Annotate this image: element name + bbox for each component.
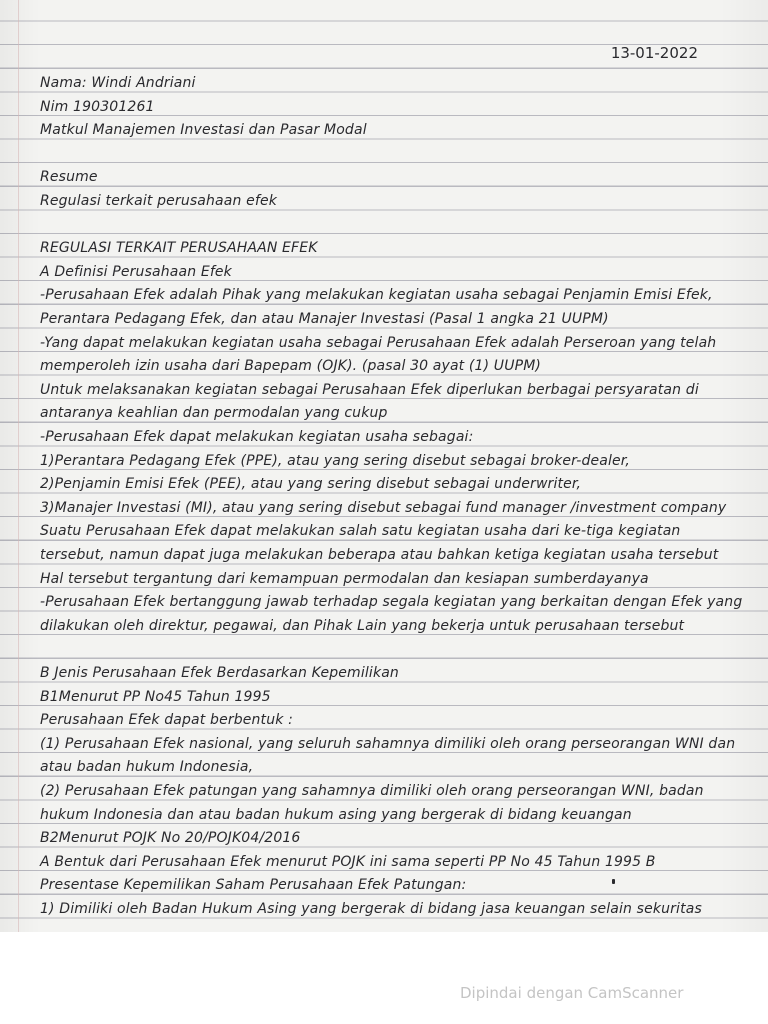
text-line: B Jenis Perusahaan Efek Berdasarkan Kepemilikan xyxy=(40,665,399,681)
text-line: Presentase Kepemilikan Saham Perusahaan Efek Patungan: xyxy=(40,877,467,894)
text-line: REGULASI TERKAIT PERUSAHAAN EFEK xyxy=(40,240,318,257)
text-line: (2) Perusahaan Efek patungan yang sahamnya dimiliki oleh orang perseorangan WNI, badan xyxy=(40,783,704,799)
text-line: B1Menurut PP No45 Tahun 1995 xyxy=(40,688,271,705)
text-line: -Perusahaan Efek bertanggung jawab terhadap segala kegiatan yang berkaitan dengan Efek yang xyxy=(40,594,743,611)
text-line: Matkul Manajemen Investasi dan Pasar Modal xyxy=(40,122,367,139)
scanner-watermark: Dipindai dengan CamScanner xyxy=(460,984,684,1002)
text-line: atau badan hukum Indonesia, xyxy=(40,759,254,776)
text-line: Regulasi terkait perusahaan efek xyxy=(40,193,277,209)
text-line: -Yang dapat melakukan kegiatan usaha sebagai Perusahaan Efek adalah Perseroan yang telah xyxy=(40,334,717,351)
text-line: antaranya keahlian dan permodalan yang cukup xyxy=(40,405,388,422)
text-line: Nama: Windi Andriani xyxy=(40,75,196,91)
text-line: Nim 190301261 xyxy=(40,98,155,115)
text-line: (1) Perusahaan Efek nasional, yang seluruh sahamnya dimiliki oleh orang perseorangan WNI dan xyxy=(40,735,736,752)
text-line: tersebut, namun dapat juga melakukan beberapa atau bahkan ketiga kegiatan usaha tersebut xyxy=(40,547,719,563)
text-line: A Bentuk dari Perusahaan Efek menurut POJK ini sama seperti PP No 45 Tahun 1995 B xyxy=(40,853,656,870)
date: 13-01-2022 xyxy=(610,44,698,62)
text-line: -Perusahaan Efek adalah Pihak yang melakukan kegiatan usaha sebagai Penjamin Emisi Efek, xyxy=(40,287,713,304)
ink-mark xyxy=(612,879,615,884)
text-line: A Definisi Perusahaan Efek xyxy=(40,263,232,280)
text-line: Suatu Perusahaan Efek dapat melakukan salah satu kegiatan usaha dari ke-tiga kegiatan xyxy=(40,523,681,540)
text-line: memperoleh izin usaha dari Bapepam (OJK). (pasal 30 ayat (1) UUPM) xyxy=(40,358,542,375)
text-line: Perusahaan Efek dapat berbentuk : xyxy=(40,712,293,729)
margin-line xyxy=(18,0,19,932)
text-line: -Perusahaan Efek dapat melakukan kegiatan usaha sebagai: xyxy=(40,429,474,445)
text-line: B2Menurut POJK No 20/POJK04/2016 xyxy=(40,830,301,847)
text-line: hukum Indonesia dan atau badan hukum asing yang bergerak di bidang keuangan xyxy=(40,806,632,823)
text-line: Untuk melaksanakan kegiatan sebagai Perusahaan Efek diperlukan berbagai persyaratan di xyxy=(40,381,699,398)
text-line: Hal tersebut tergantung dari kemampuan permodalan dan kesiapan sumberdayanya xyxy=(40,570,649,587)
text-line: 1) Dimiliki oleh Badan Hukum Asing yang bergerak di bidang jasa keuangan selain sekuritas xyxy=(40,901,702,917)
text-line: 3)Manajer Investasi (MI), atau yang sering disebut sebagai fund manager /investment company xyxy=(40,499,727,516)
text-line: 2)Penjamin Emisi Efek (PEE), atau yang sering disebut sebagai underwriter, xyxy=(40,476,582,493)
text-line: dilakukan oleh direktur, pegawai, dan Pihak Lain yang bekerja untuk perusahaan tersebut xyxy=(40,617,685,634)
text-line: Perantara Pedagang Efek, dan atau Manajer Investasi (Pasal 1 angka 21 UUPM) xyxy=(40,311,609,327)
text-line: Resume xyxy=(40,169,98,186)
text-line: 1)Perantara Pedagang Efek (PPE), atau yang sering disebut sebagai broker-dealer, xyxy=(40,452,631,469)
